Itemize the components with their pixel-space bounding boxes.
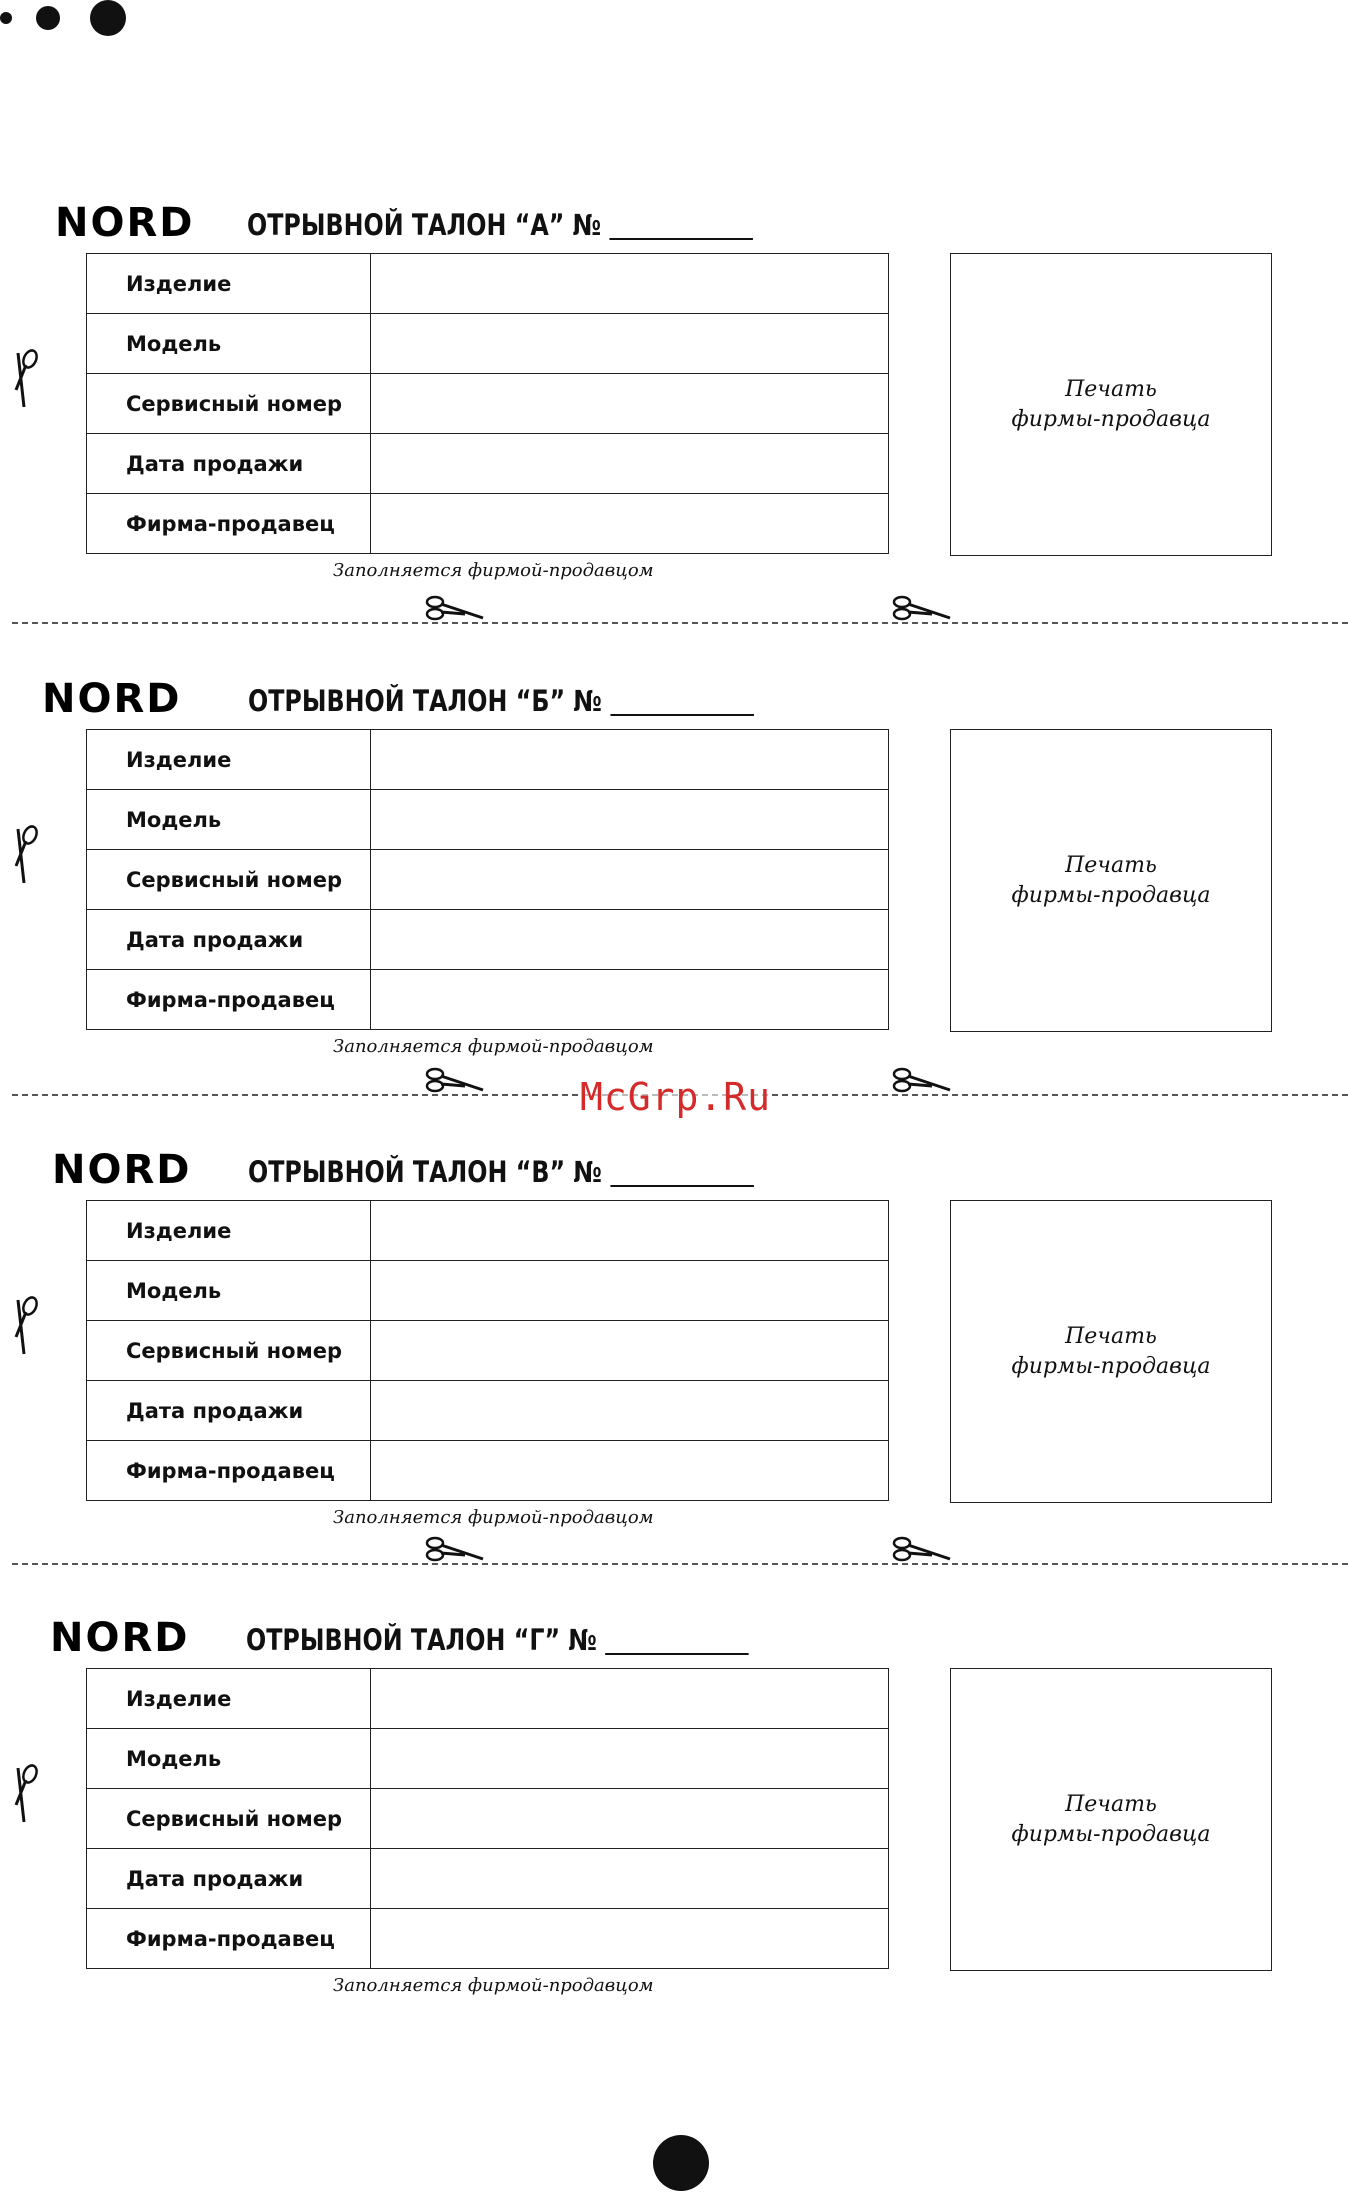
row-label-model: Модель — [87, 1729, 371, 1789]
scissors-icon — [892, 1064, 952, 1094]
coupon-title-text: ОТРЫВНОЙ ТАЛОН “Б” № — [248, 684, 602, 718]
table-row — [87, 1849, 889, 1909]
row-label-product: Изделие — [87, 254, 371, 314]
row-label-model: Модель — [87, 1261, 371, 1321]
scissors-icon — [8, 821, 42, 889]
brand-logo-text: NORD — [55, 206, 195, 240]
table-row — [87, 970, 889, 1030]
sale-date-field[interactable] — [371, 1849, 889, 1909]
sale-date-field[interactable] — [371, 434, 889, 494]
row-label-sale-date: Дата продажи — [87, 1849, 371, 1909]
service-number-field[interactable] — [371, 374, 889, 434]
row-label-model: Модель — [87, 314, 371, 374]
coupon-info-table — [86, 1200, 889, 1501]
product-field[interactable] — [371, 1201, 889, 1261]
coupon-v — [0, 1137, 1348, 1577]
row-label-seller: Фирма-продавец — [87, 1909, 371, 1969]
table-row — [87, 1729, 889, 1789]
seller-field[interactable] — [371, 1441, 889, 1501]
brand-logo-text: NORD — [42, 682, 182, 716]
product-field[interactable] — [371, 730, 889, 790]
coupon-title — [248, 1157, 754, 1187]
coupon-info-table — [86, 253, 889, 554]
table-row — [87, 434, 889, 494]
row-label-seller: Фирма-продавец — [87, 494, 371, 554]
nord-logo — [50, 1621, 230, 1655]
scissors-icon — [8, 1760, 42, 1828]
fill-note: Заполняется фирмой-продавцом — [333, 1507, 654, 1528]
row-label-seller: Фирма-продавец — [87, 970, 371, 1030]
coupon-title — [247, 210, 753, 240]
brand-logo-text: NORD — [52, 1153, 192, 1187]
row-label-service-number: Сервисный номер — [87, 1321, 371, 1381]
coupon-info-table — [86, 729, 889, 1030]
stamp-label-line1: Печать — [1065, 1323, 1157, 1349]
sale-date-field[interactable] — [371, 1381, 889, 1441]
scissors-icon — [892, 1533, 952, 1563]
coupon-title-text: ОТРЫВНОЙ ТАЛОН “Г” № — [246, 1623, 598, 1657]
scissors-icon — [425, 1533, 485, 1563]
table-row — [87, 790, 889, 850]
row-label-sale-date: Дата продажи — [87, 1381, 371, 1441]
table-row — [87, 1789, 889, 1849]
coupon-g — [0, 1605, 1348, 2045]
stamp-label-line2: фирмы-продавца — [1011, 1353, 1211, 1379]
coupon-title — [246, 1625, 749, 1655]
coupon-header — [55, 190, 864, 240]
coupon-header — [42, 666, 865, 716]
scissors-icon — [892, 592, 952, 622]
stamp-label-line2: фирмы-продавца — [1011, 406, 1211, 432]
registration-dot-small — [0, 12, 12, 24]
row-label-product: Изделие — [87, 1669, 371, 1729]
table-row — [87, 494, 889, 554]
coupon-number-blank[interactable] — [610, 1161, 754, 1187]
table-row — [87, 1441, 889, 1501]
registration-dot-large — [90, 0, 126, 36]
model-field[interactable] — [371, 1729, 889, 1789]
service-number-field[interactable] — [371, 1789, 889, 1849]
row-label-service-number: Сервисный номер — [87, 850, 371, 910]
row-label-product: Изделие — [87, 730, 371, 790]
fill-note: Заполняется фирмой-продавцом — [333, 1036, 654, 1057]
coupon-number-blank[interactable] — [610, 690, 754, 716]
coupon-header — [50, 1605, 859, 1655]
table-row — [87, 730, 889, 790]
row-label-sale-date: Дата продажи — [87, 910, 371, 970]
coupon-title-text: ОТРЫВНОЙ ТАЛОН “А” № — [247, 208, 602, 242]
coupon-number-blank[interactable] — [605, 1629, 749, 1655]
nord-logo — [55, 206, 235, 240]
table-row — [87, 374, 889, 434]
seller-field[interactable] — [371, 1909, 889, 1969]
product-field[interactable] — [371, 254, 889, 314]
watermark-text: McGrp.Ru — [580, 1075, 772, 1119]
seller-stamp-box — [950, 1668, 1272, 1971]
sale-date-field[interactable] — [371, 910, 889, 970]
model-field[interactable] — [371, 314, 889, 374]
coupon-a — [0, 190, 1348, 630]
stamp-label-line2: фирмы-продавца — [1011, 882, 1211, 908]
scissors-icon — [425, 592, 485, 622]
seller-stamp-box — [950, 729, 1272, 1032]
table-row — [87, 1381, 889, 1441]
table-row — [87, 910, 889, 970]
stamp-label-line2: фирмы-продавца — [1011, 1821, 1211, 1847]
row-label-service-number: Сервисный номер — [87, 1789, 371, 1849]
table-row — [87, 1261, 889, 1321]
coupon-title-text: ОТРЫВНОЙ ТАЛОН “В” № — [248, 1155, 602, 1189]
table-row — [87, 1669, 889, 1729]
table-row — [87, 1201, 889, 1261]
coupon-header — [52, 1137, 865, 1187]
product-field[interactable] — [371, 1669, 889, 1729]
coupon-number-blank[interactable] — [609, 214, 753, 240]
service-number-field[interactable] — [371, 850, 889, 910]
service-number-field[interactable] — [371, 1321, 889, 1381]
coupon-title — [248, 686, 754, 716]
stamp-label-line1: Печать — [1065, 376, 1157, 402]
coupon-info-table — [86, 1668, 889, 1969]
row-label-service-number: Сервисный номер — [87, 374, 371, 434]
cut-line — [12, 1563, 1348, 1565]
row-label-seller: Фирма-продавец — [87, 1441, 371, 1501]
scissors-icon — [425, 1064, 485, 1094]
row-label-product: Изделие — [87, 1201, 371, 1261]
table-row — [87, 314, 889, 374]
stamp-label-line1: Печать — [1065, 1791, 1157, 1817]
row-label-model: Модель — [87, 790, 371, 850]
fill-note: Заполняется фирмой-продавцом — [333, 560, 654, 581]
seller-stamp-box — [950, 1200, 1272, 1503]
table-row — [87, 1321, 889, 1381]
nord-logo — [42, 682, 222, 716]
page-marker-circle — [653, 2135, 709, 2191]
stamp-label-line1: Печать — [1065, 852, 1157, 878]
fill-note: Заполняется фирмой-продавцом — [333, 1975, 654, 1996]
brand-logo-text: NORD — [50, 1621, 190, 1655]
scissors-icon — [8, 1292, 42, 1360]
table-row — [87, 254, 889, 314]
seller-field[interactable] — [371, 494, 889, 554]
seller-field[interactable] — [371, 970, 889, 1030]
seller-stamp-box — [950, 253, 1272, 556]
table-row — [87, 850, 889, 910]
table-row — [87, 1909, 889, 1969]
model-field[interactable] — [371, 1261, 889, 1321]
nord-logo — [52, 1153, 232, 1187]
model-field[interactable] — [371, 790, 889, 850]
coupon-b — [0, 666, 1348, 1106]
scissors-icon — [8, 345, 42, 413]
cut-line — [12, 622, 1348, 624]
registration-dot-medium — [36, 6, 60, 30]
row-label-sale-date: Дата продажи — [87, 434, 371, 494]
